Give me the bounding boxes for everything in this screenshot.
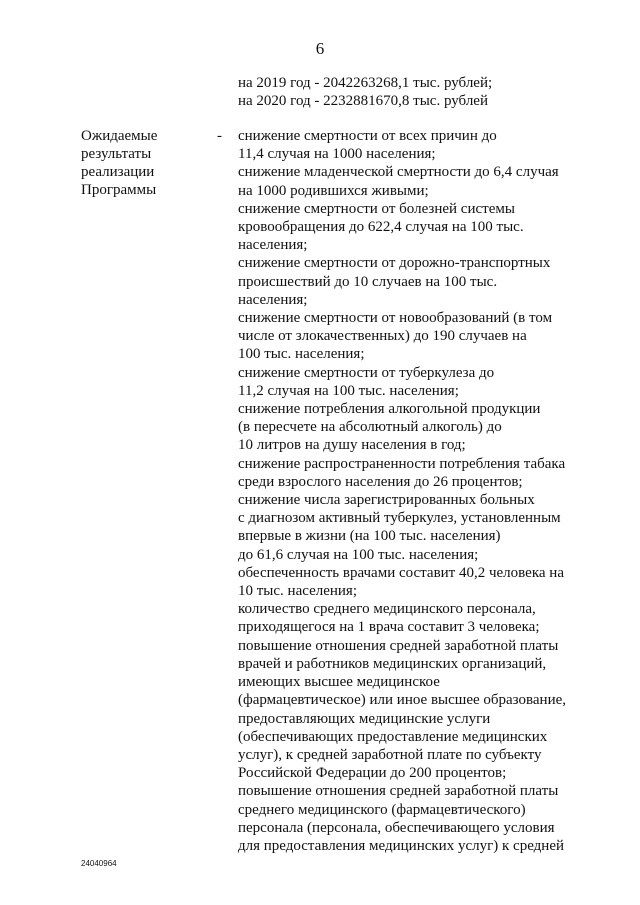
text-line: снижение смертности от дорожно-транспортных bbox=[238, 255, 551, 272]
text-line: (обеспечивающих предоставление медицинских bbox=[238, 728, 548, 745]
expected-results-text bbox=[238, 127, 566, 855]
document-code: 24040964 bbox=[81, 859, 117, 868]
text-line: снижение числа зарегистрированных больных bbox=[238, 492, 535, 509]
text-line: количество среднего медицинского персонала, bbox=[238, 601, 536, 618]
text-line: 11,4 случая на 1000 населения; bbox=[238, 146, 436, 163]
text-line: кровообращения до 622,4 случая на 100 тыс. bbox=[238, 219, 524, 236]
section-label-line: реализации bbox=[81, 164, 155, 180]
text-line: снижение смертности от болезней системы bbox=[238, 200, 515, 217]
section-label-line: Программы bbox=[81, 182, 157, 198]
text-line: персонала (персонала, обеспечивающего условия bbox=[238, 819, 555, 836]
text-line: (в пересчете на абсолютный алкоголь) до bbox=[238, 419, 502, 436]
text-line: для предоставления медицинских услуг) к средней bbox=[238, 837, 565, 854]
text-line: предоставляющих медицинские услуги bbox=[238, 710, 491, 727]
funding-line-2019: на 2019 год - 2042263268,1 тыс. рублей; bbox=[238, 75, 493, 91]
text-line: 100 тыс. населения; bbox=[238, 346, 365, 363]
text-line: 10 тыс. населения; bbox=[238, 583, 357, 600]
text-line: населения; bbox=[238, 291, 308, 308]
text-line: (фармацевтическое) или иное высшее образование, bbox=[238, 692, 567, 709]
text-line: снижение младенческой смертности до 6,4 случая bbox=[238, 164, 559, 181]
text-line: впервые в жизни (на 100 тыс. населения) bbox=[238, 528, 501, 545]
text-line: до 61,6 случая на 100 тыс. населения; bbox=[238, 546, 479, 563]
funding-line-2020: на 2020 год - 2232881670,8 тыс. рублей bbox=[238, 93, 488, 109]
text-line: снижение распространенности потребления табака bbox=[238, 455, 566, 472]
text-line: услуг), к средней заработной плате по субъекту bbox=[238, 746, 542, 763]
text-line: 11,2 случая на 100 тыс. населения; bbox=[238, 382, 459, 399]
text-line: среднего медицинского (фармацевтического) bbox=[238, 801, 526, 818]
text-line: с диагнозом активный туберкулез, установленным bbox=[238, 510, 561, 527]
page-number: 6 bbox=[315, 39, 325, 58]
text-line: имеющих высшее медицинское bbox=[238, 674, 440, 691]
section-dash: - bbox=[217, 128, 222, 144]
text-line: снижение смертности от туберкулеза до bbox=[238, 364, 495, 381]
text-line: среди взрослого населения до 26 процентов; bbox=[238, 473, 523, 490]
funding-lines bbox=[238, 74, 492, 110]
text-line: повышение отношения средней заработной платы bbox=[238, 637, 559, 654]
text-line: 10 литров на душу населения в год; bbox=[238, 437, 466, 454]
text-line: числе от злокачественных) до 190 случаев на bbox=[238, 328, 527, 345]
text-line: врачей и работников медицинских организаций, bbox=[238, 655, 547, 672]
text-line: происшествий до 10 случаев на 100 тыс. bbox=[238, 273, 498, 290]
text-line: снижение потребления алкогольной продукции bbox=[238, 401, 541, 418]
text-line: населения; bbox=[238, 237, 308, 254]
text-line: снижение смертности от всех причин до bbox=[238, 128, 497, 144]
section-label-line: результаты bbox=[81, 146, 152, 162]
section-label-line: Ожидаемые bbox=[81, 128, 158, 144]
text-line: повышение отношения средней заработной платы bbox=[238, 783, 559, 800]
text-line: обеспеченность врачами составит 40,2 человека на bbox=[238, 564, 564, 581]
section-label bbox=[81, 127, 157, 199]
text-line: Российской Федерации до 200 процентов; bbox=[238, 765, 507, 782]
text-line: на 1000 родившихся живыми; bbox=[238, 182, 429, 199]
text-line: снижение смертности от новообразований (в том bbox=[238, 310, 553, 327]
text-line: приходящегося на 1 врача составит 3 человека; bbox=[238, 619, 540, 636]
